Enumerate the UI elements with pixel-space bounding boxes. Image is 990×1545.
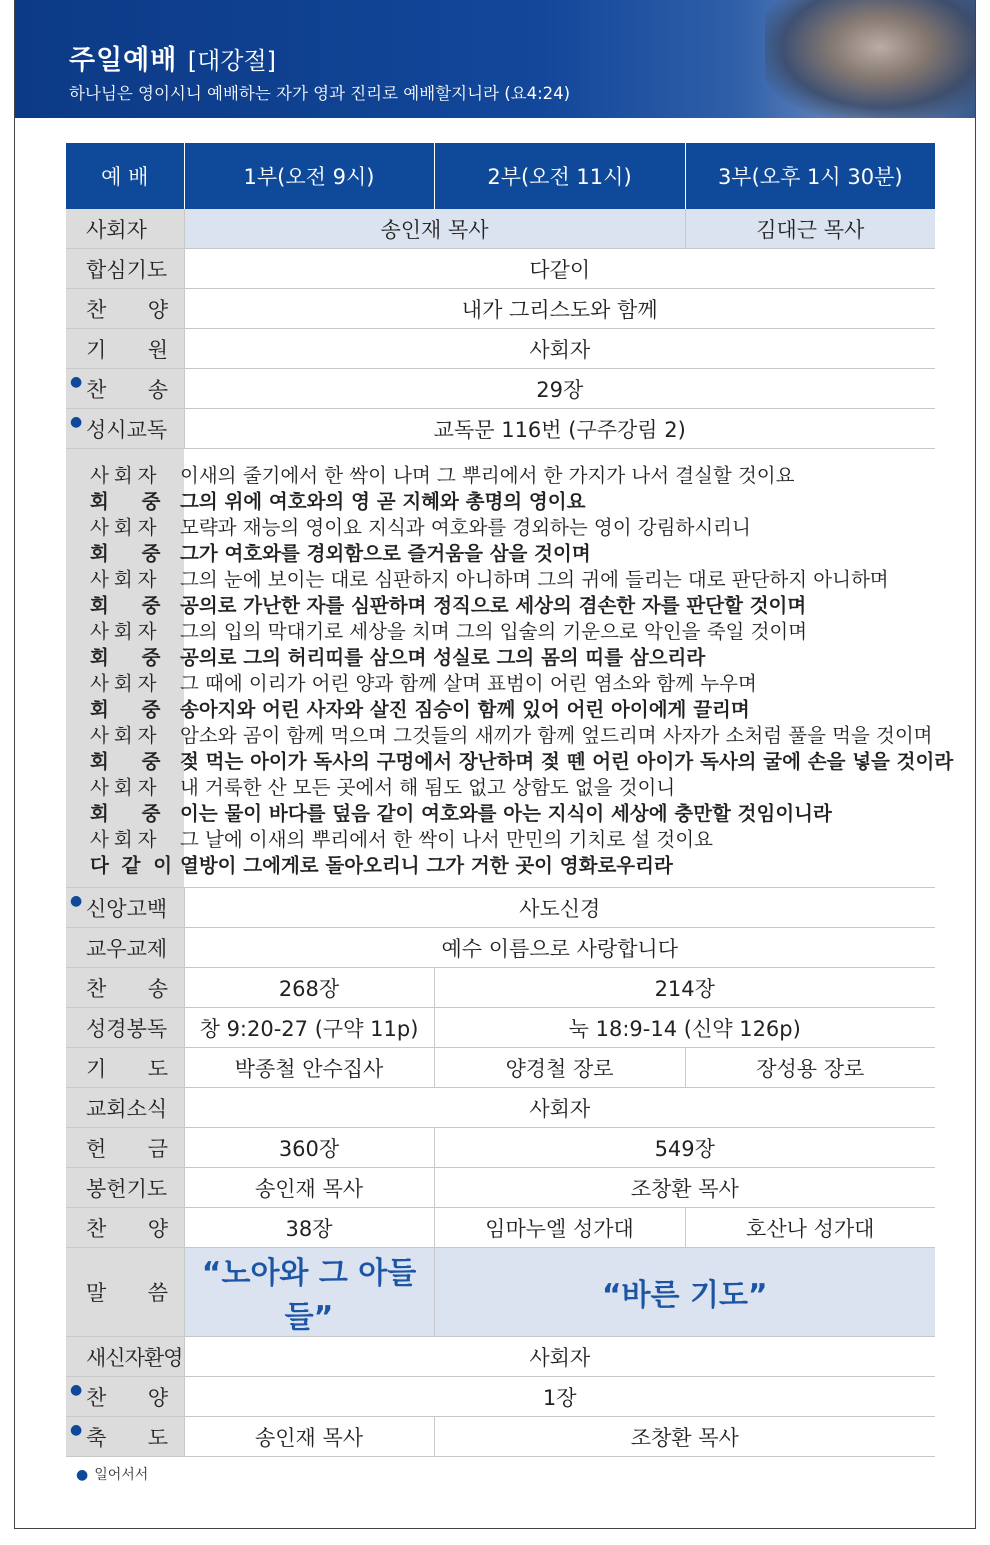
standing-footnote: [76, 1464, 148, 1484]
header-service-2: 2부(오전 11시): [434, 143, 685, 209]
reading-line: [66, 513, 935, 539]
row-hymn-1: [66, 369, 935, 409]
row-prayer: [66, 1048, 935, 1088]
offering-prayer-service-1: 송인재 목사: [184, 1168, 434, 1208]
row-invocation: [66, 329, 935, 369]
reading-text: 공의로 가난한 자를 심판하며 정직으로 세상의 겸손한 자를 판단할 것이며: [180, 594, 807, 617]
reading-text: 그 날에 이새의 뿌리에서 한 싹이 나서 만민의 기치로 설 것이요: [180, 828, 713, 851]
reading-speaker: 사회자: [90, 672, 162, 695]
praise-2-service-1: 38장: [184, 1208, 434, 1248]
praise-2-service-3: 호산나 성가대: [685, 1208, 935, 1248]
hymn-1-value: 29장: [184, 369, 935, 409]
reading-speaker: 회 중: [90, 646, 161, 669]
leader-service-3: 김대근 목사: [685, 209, 935, 249]
responsive-reading-text: [66, 449, 954, 888]
invocation-value: 사회자: [184, 329, 935, 369]
reading-text: 그의 입의 막대기로 세상을 치며 그의 입술의 기운으로 악인을 죽일 것이며: [180, 620, 808, 643]
header-service-label: 예 배: [66, 143, 184, 209]
standing-bullet-icon: ●: [76, 1467, 89, 1483]
reading-line: [66, 487, 935, 513]
reading-line: [66, 643, 935, 669]
reading-speaker: 회 중: [90, 594, 161, 617]
reading-text: 열방이 그에게로 돌아오리니 그가 거한 곳이 영화로우리라: [180, 854, 673, 877]
row-label: 찬 양: [66, 289, 184, 329]
offering-services-2-3: 549장: [434, 1128, 935, 1168]
reading-line: [66, 669, 935, 695]
unison-prayer-value: 다같이: [184, 249, 935, 289]
reading-text: 젖 먹는 아이가 독사의 구멍에서 장난하며 젖 뗀 어린 아이가 독사의 굴에 손을 넣을 것이라: [180, 750, 954, 773]
standing-bullet-icon: ●: [70, 413, 83, 430]
sermon-title-service-1: “노아와 그 아들들”: [184, 1248, 434, 1337]
praying-hands-image: [765, 0, 975, 118]
row-praise-3: [66, 1377, 935, 1417]
row-creed: [66, 888, 935, 928]
hymn-2-service-1: 268장: [184, 968, 434, 1008]
reading-line: [66, 747, 954, 773]
standing-bullet-icon: ●: [70, 1421, 83, 1438]
prayer-service-2: 양경철 장로: [434, 1048, 685, 1088]
row-label: ● 성시교독: [66, 409, 184, 449]
reading-speaker: 사회자: [90, 776, 162, 799]
reading-text: 이는 물이 바다를 덮음 같이 여호와를 아는 지식이 세상에 충만할 것임이니라: [180, 802, 832, 825]
scripture-service-1: 창 9:20-27 (구약 11p): [184, 1008, 434, 1048]
row-leader: [66, 209, 935, 249]
reading-text: 송아지와 어린 사자와 살진 짐승이 함께 있어 어린 아이에게 끌리며: [180, 698, 750, 721]
reading-line: [66, 617, 935, 643]
row-label: ● 축 도: [66, 1417, 184, 1457]
reading-speaker: 사회자: [90, 568, 162, 591]
row-label: ● 찬 양: [66, 1377, 184, 1417]
reading-speaker: 사회자: [90, 724, 162, 747]
reading-speaker: 회 중: [90, 542, 161, 565]
praise-2-service-2: 임마누엘 성가대: [434, 1208, 685, 1248]
row-label: 교회소식: [66, 1088, 184, 1128]
header-service-1: 1부(오전 9시): [184, 143, 434, 209]
row-praise-2: [66, 1208, 935, 1248]
reading-speaker: 사회자: [90, 516, 162, 539]
reading-line: [66, 825, 935, 851]
reading-speaker: 회 중: [90, 490, 161, 513]
row-label: 사회자: [66, 209, 184, 249]
table-header-row: [66, 143, 935, 209]
row-welcome: [66, 1337, 935, 1377]
footnote-text: 일어서서: [94, 1467, 149, 1483]
reading-speaker: 회 중: [90, 750, 161, 773]
reading-speaker: 사회자: [90, 828, 162, 851]
benediction-service-1: 송인재 목사: [184, 1417, 434, 1457]
title-main: 주일예배: [69, 45, 178, 76]
row-label: 찬 송: [66, 968, 184, 1008]
row-responsive-reading: [66, 409, 935, 449]
row-benediction: [66, 1417, 935, 1457]
row-scripture: [66, 1008, 935, 1048]
fellowship-value: 예수 이름으로 사랑합니다: [184, 928, 935, 968]
praise-1-value: 내가 그리스도와 함께: [184, 289, 935, 329]
page-title: [69, 38, 276, 77]
standing-bullet-icon: ●: [70, 892, 83, 909]
creed-value: 사도신경: [184, 888, 935, 928]
standing-bullet-icon: ●: [70, 373, 83, 390]
responsive-reading-value: 교독문 116번 (구주강림 2): [184, 409, 935, 449]
reading-line: [66, 799, 935, 825]
row-label: 봉헌기도: [66, 1168, 184, 1208]
reading-text: 모략과 재능의 영이요 지식과 여호와를 경외하는 영이 강림하시리니: [180, 516, 751, 539]
row-label: 기 원: [66, 329, 184, 369]
row-fellowship: [66, 928, 935, 968]
reading-text: 공의로 그의 허리띠를 삼으며 성실로 그의 몸의 띠를 삼으리라: [180, 646, 706, 669]
reading-line: [66, 721, 935, 747]
reading-line: [66, 773, 935, 799]
row-offering-prayer: [66, 1168, 935, 1208]
church-news-value: 사회자: [184, 1088, 935, 1128]
header-banner: [15, 0, 975, 118]
title-sub: [대강절]: [187, 47, 277, 75]
reading-text: 그가 여호와를 경외함으로 즐거움을 삼을 것이며: [180, 542, 591, 565]
row-label: 교우교제: [66, 928, 184, 968]
offering-prayer-services-2-3: 조창환 목사: [434, 1168, 935, 1208]
row-sermon: [66, 1248, 935, 1337]
reading-line: [66, 591, 935, 617]
row-label: ● 신앙고백: [66, 888, 184, 928]
row-label: ● 찬 송: [66, 369, 184, 409]
reading-speaker: 회 중: [90, 698, 161, 721]
reading-line: [66, 695, 935, 721]
row-label: 헌 금: [66, 1128, 184, 1168]
offering-service-1: 360장: [184, 1128, 434, 1168]
row-label: 찬 양: [66, 1208, 184, 1248]
reading-line: [66, 539, 935, 565]
header-verse: 하나님은 영이시니 예배하는 자가 영과 진리로 예배할지니라 (요4:24): [69, 84, 571, 103]
row-church-news: [66, 1088, 935, 1128]
row-offering: [66, 1128, 935, 1168]
row-reading-text: [66, 449, 935, 888]
reading-speaker: 사회자: [90, 464, 162, 487]
row-praise-1: [66, 289, 935, 329]
reading-text: 내 거룩한 산 모든 곳에서 해 됨도 없고 상함도 없을 것이니: [180, 776, 676, 799]
prayer-service-1: 박종철 안수집사: [184, 1048, 434, 1088]
scripture-services-2-3: 눅 18:9-14 (신약 126p): [434, 1008, 935, 1048]
sermon-title-services-2-3: “바른 기도”: [434, 1248, 935, 1337]
row-hymn-2: [66, 968, 935, 1008]
welcome-value: 사회자: [184, 1337, 935, 1377]
hymn-2-services-2-3: 214장: [434, 968, 935, 1008]
reading-line: [66, 851, 935, 877]
reading-speaker: 다 같 이: [90, 854, 173, 877]
row-label: 말 씀: [66, 1248, 184, 1337]
prayer-service-3: 장성용 장로: [685, 1048, 935, 1088]
praise-3-value: 1장: [184, 1377, 935, 1417]
row-label: 기 도: [66, 1048, 184, 1088]
leader-services-1-2: 송인재 목사: [184, 209, 685, 249]
row-unison-prayer: [66, 249, 935, 289]
benediction-services-2-3: 조창환 목사: [434, 1417, 935, 1457]
reading-line: [66, 565, 935, 591]
worship-schedule-table: [66, 143, 954, 1457]
reading-speaker: 회 중: [90, 802, 161, 825]
row-label: 성경봉독: [66, 1008, 184, 1048]
standing-bullet-icon: ●: [70, 1381, 83, 1398]
reading-text: 이새의 줄기에서 한 싹이 나며 그 뿌리에서 한 가지가 나서 결실할 것이요: [180, 464, 795, 487]
reading-speaker: 사회자: [90, 620, 162, 643]
reading-text: 그의 위에 여호와의 영 곧 지혜와 총명의 영이요: [180, 490, 586, 513]
row-label: 합심기도: [66, 249, 184, 289]
reading-text: 그 때에 이리가 어린 양과 함께 살며 표범이 어린 염소와 함께 누우며: [180, 672, 757, 695]
reading-line: [66, 461, 935, 487]
row-label: 새신자환영: [66, 1337, 184, 1377]
reading-text: 그의 눈에 보이는 대로 심판하지 아니하며 그의 귀에 들리는 대로 판단하지 아니하며: [180, 568, 889, 591]
reading-text: 암소와 곰이 함께 먹으며 그것들의 새끼가 함께 엎드리며 사자가 소처럼 풀을 먹을 것이며: [180, 724, 933, 747]
header-service-3: 3부(오후 1시 30분): [685, 143, 935, 209]
